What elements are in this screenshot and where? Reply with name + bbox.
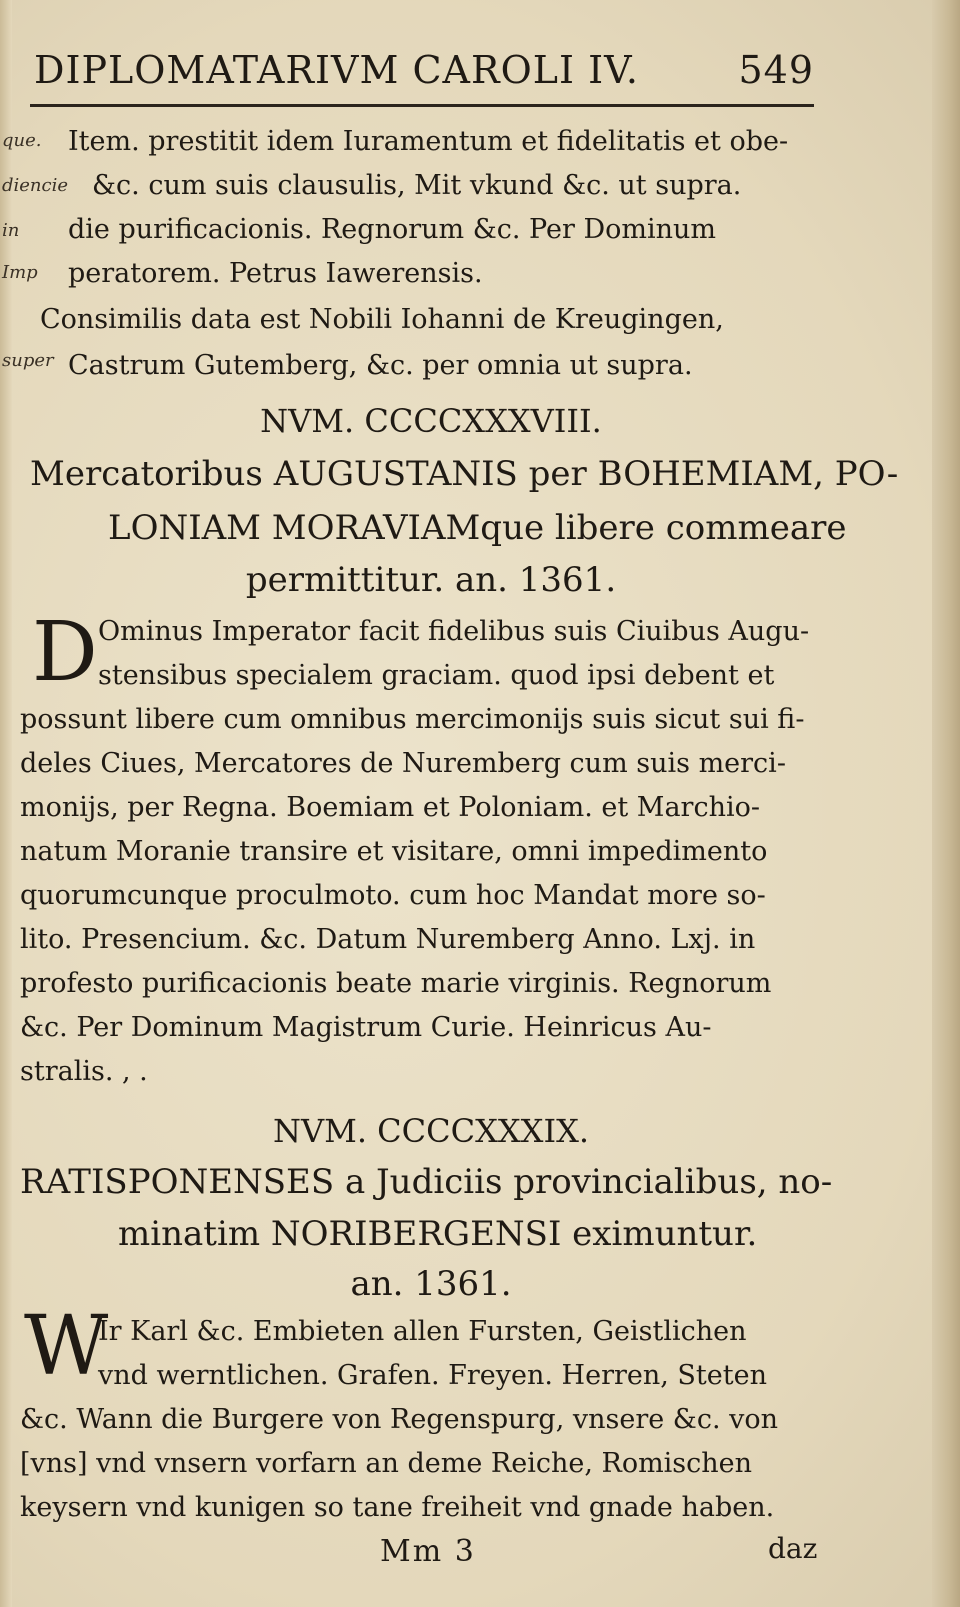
margin-note: que. — [2, 130, 42, 151]
header-rule — [30, 104, 814, 107]
margin-note: Imp — [2, 262, 38, 283]
page-edge — [932, 0, 960, 1607]
text-line: &c. Wann die Burgere von Regenspurg, vnsere &c. von — [20, 1404, 779, 1435]
text-line: Castrum Gutemberg, &c. per omnia ut supra. — [68, 350, 693, 381]
text-line: natum Moranie transire et visitare, omni impedimento — [20, 836, 768, 867]
text-line: Ominus Imperator facit fidelibus suis Ciuibus Augu- — [98, 616, 810, 647]
text-line: possunt libere cum omnibus mercimonijs suis sicut sui fi- — [20, 704, 805, 735]
running-title: DIPLOMATARIVM CAROLI IV. — [34, 48, 639, 92]
section-title-line: minatim NORIBERGENSI eximuntur. — [118, 1214, 758, 1254]
text-line: deles Ciues, Mercatores de Nuremberg cum suis merci- — [20, 748, 786, 779]
text-line: quorumcunque proculmoto. cum hoc Mandat more so- — [20, 880, 766, 911]
text-line: lito. Presencium. &c. Datum Nuremberg Anno. Lxj. in — [20, 924, 756, 955]
text-line: Consimilis data est Nobili Iohanni de Kreugingen, — [40, 304, 724, 335]
text-line: stensibus specialem graciam. quod ipsi debent et — [98, 660, 775, 691]
signature-mark: Mm 3 — [380, 1534, 476, 1569]
section-title-line: RATISPONENSES a Judiciis provincialibus, no- — [20, 1162, 833, 1202]
title-text: ercatoribus AUGUSTANIS per BOHEMIAM, PO- — [64, 454, 899, 494]
text-line: die purificacionis. Regnorum &c. Per Dominum — [68, 214, 716, 245]
section-title-line: permittitur. an. 1361. — [245, 560, 617, 600]
margin-note: super — [2, 350, 54, 371]
drop-cap: D — [32, 605, 98, 700]
text-line: keysern vnd kunigen so tane freiheit vnd gnade haben. — [20, 1492, 775, 1523]
text-line: [vns] vnd vnsern vorfarn an deme Reiche, Romischen — [20, 1448, 753, 1479]
title-initial: M — [30, 454, 65, 494]
page-number: 549 — [738, 48, 814, 92]
margin-note: in — [2, 220, 20, 241]
text-line: monijs, per Regna. Boemiam et Poloniam. et Marchio- — [20, 792, 760, 823]
section-number: NVM. CCCCXXXVIII. — [260, 402, 602, 440]
section-title-line: LONIAM MORAVIAMque libere commeare — [108, 508, 847, 548]
text-line: Ir Karl &c. Embieten allen Fursten, Geistlichen — [98, 1316, 747, 1347]
section-title-line — [30, 452, 899, 496]
drop-cap: W — [24, 1299, 109, 1394]
text-line: vnd werntlichen. Grafen. Freyen. Herren, Steten — [98, 1360, 767, 1391]
text-line: peratorem. Petrus Iawerensis. — [68, 258, 483, 289]
text-line: stralis. , . — [20, 1056, 148, 1087]
text-line: &c. cum suis clausulis, Mit vkund &c. ut supra. — [92, 170, 742, 201]
running-header — [34, 48, 814, 98]
section-title-line: an. 1361. — [350, 1264, 512, 1304]
page-gutter — [0, 0, 12, 1607]
margin-note: diencie — [2, 175, 69, 196]
text-line: Item. prestitit idem Iuramentum et fidelitatis et obe- — [68, 126, 789, 157]
text-line: profesto purificacionis beate marie virginis. Regnorum — [20, 968, 772, 999]
section-number: NVM. CCCCXXXIX. — [272, 1112, 590, 1150]
catchword: daz — [768, 1532, 818, 1565]
text-line: &c. Per Dominum Magistrum Curie. Heinricus Au- — [20, 1012, 712, 1043]
